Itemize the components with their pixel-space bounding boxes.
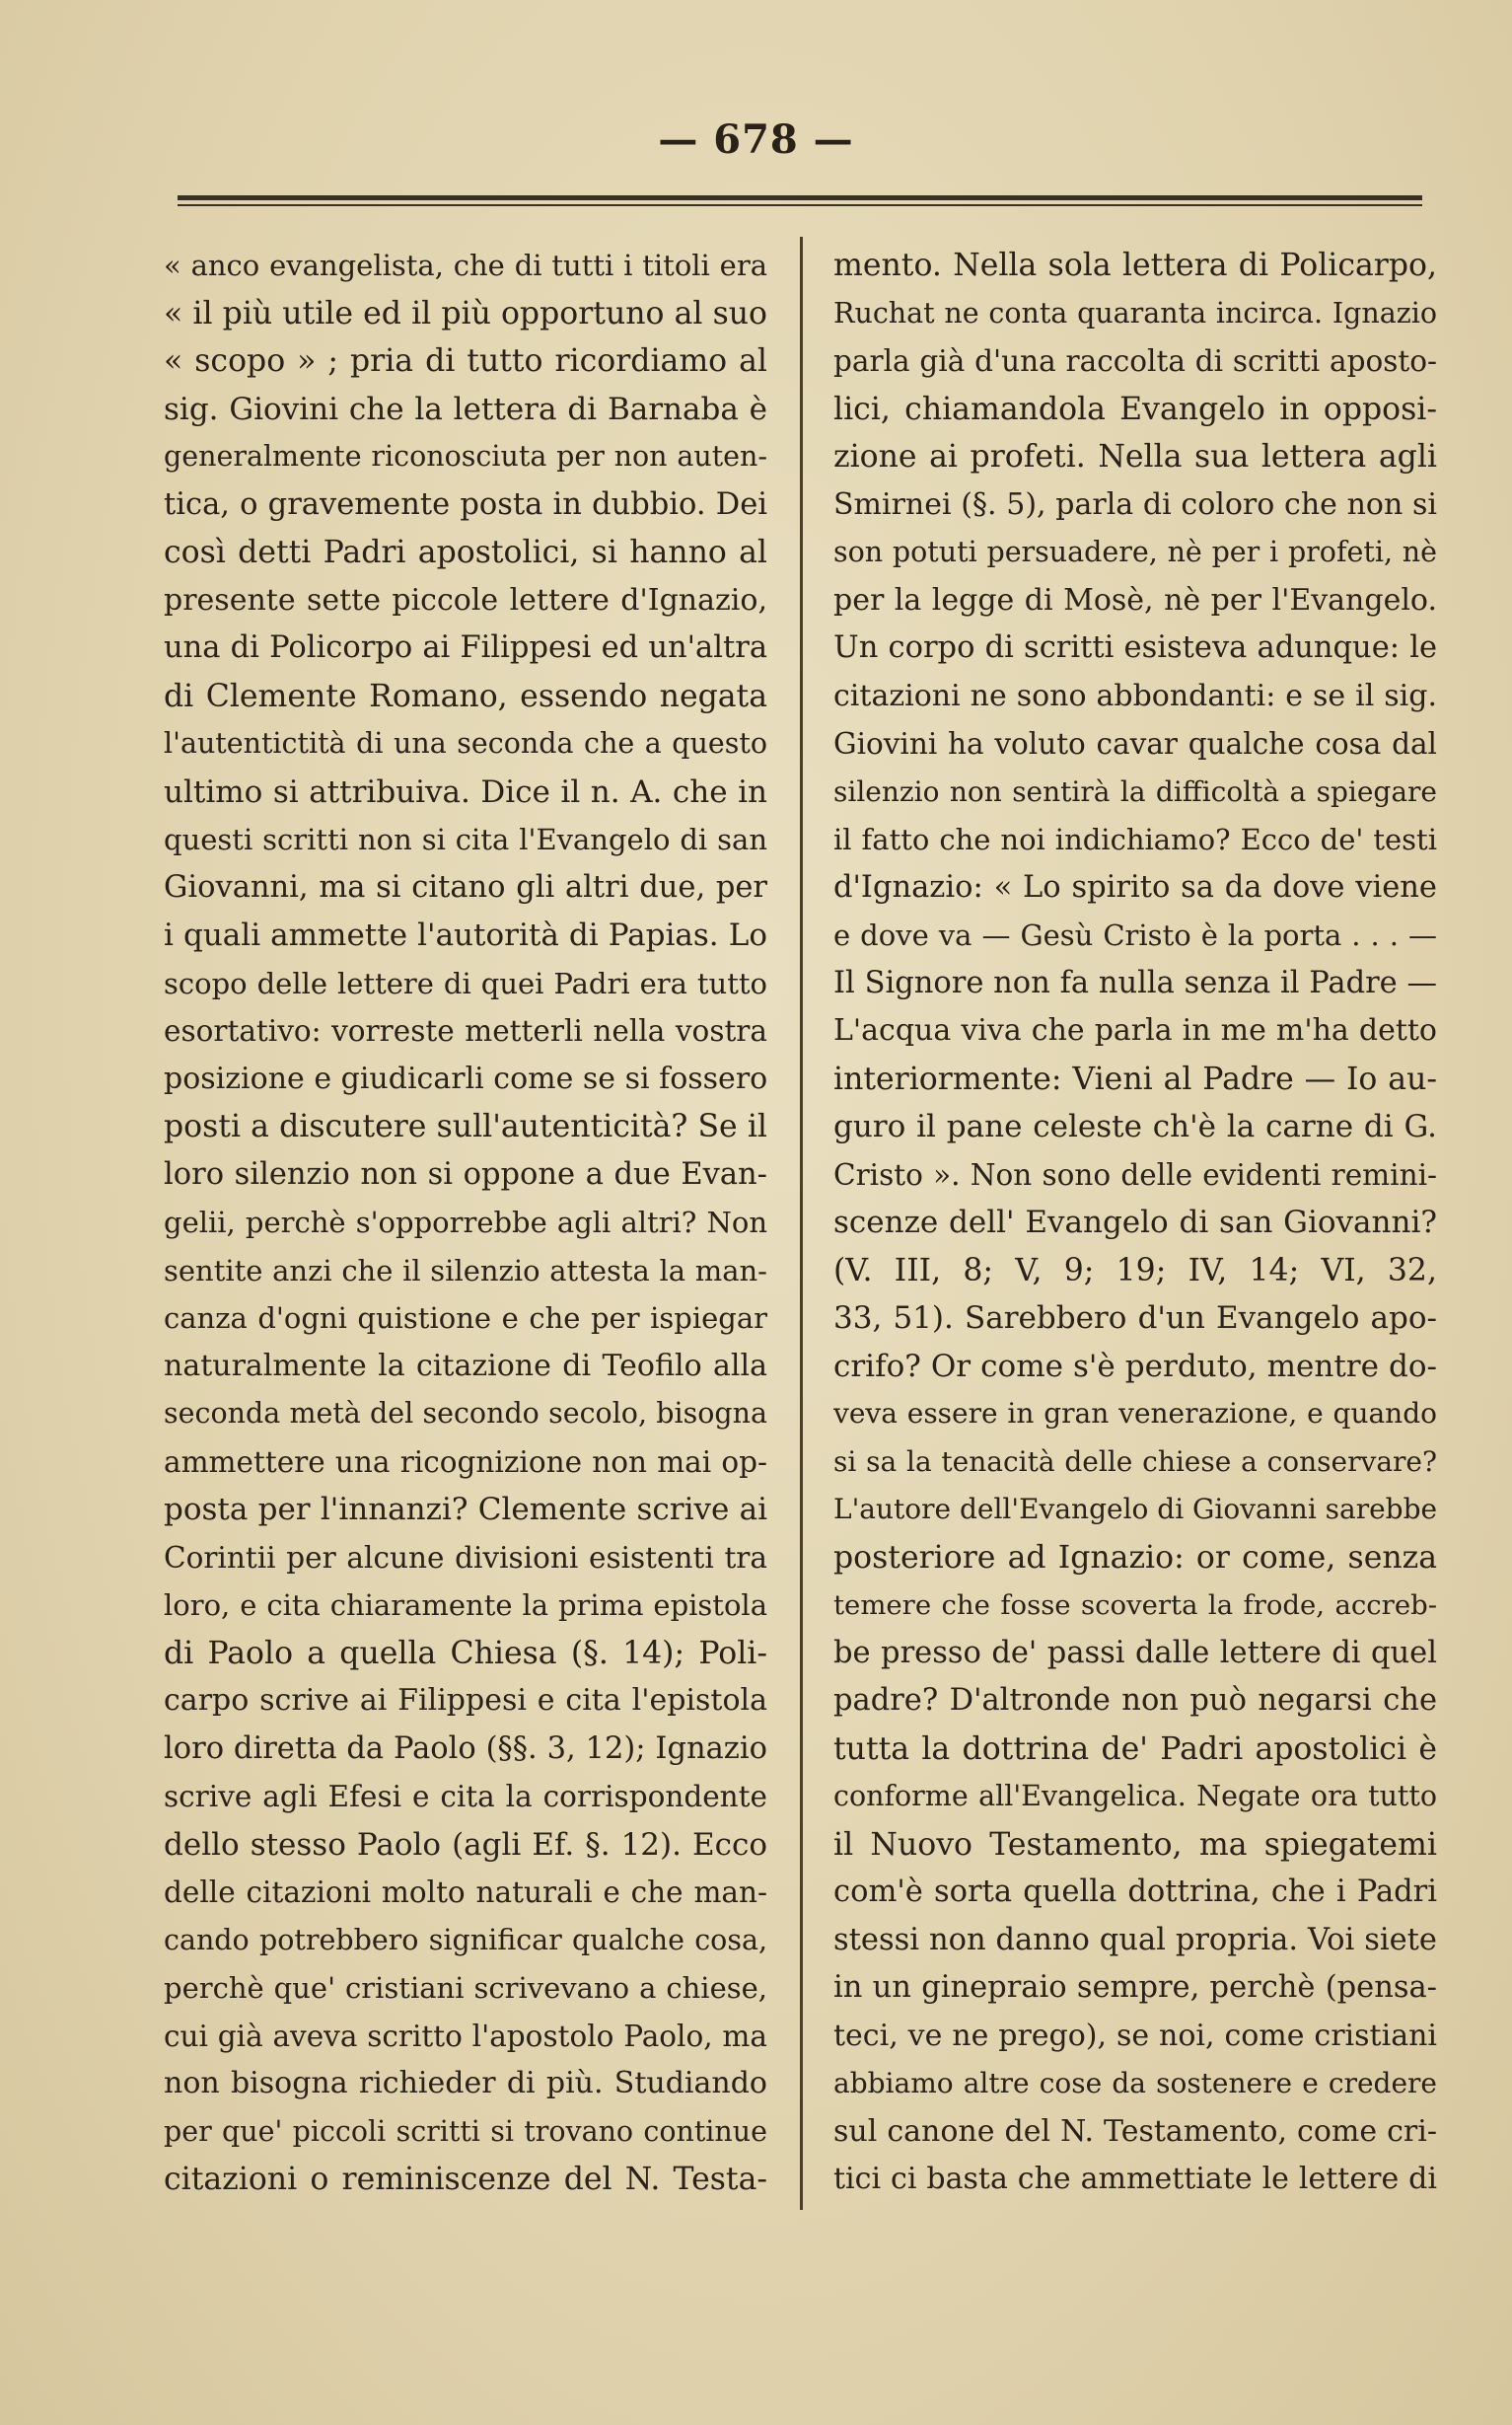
text-line: (V. III, 8; V, 9; 19; IV, 14; VI, 32, bbox=[833, 1252, 1437, 1288]
text-line: seconda metà del secondo secolo, bisogna bbox=[164, 1397, 767, 1430]
text-line: « il più utile ed il più opportuno al suo bbox=[164, 295, 767, 331]
text-line: crifo? Or come s'è perduto, mentre do- bbox=[833, 1348, 1437, 1384]
text-line: questi scritti non si cita l'Evangelo di san bbox=[164, 823, 767, 856]
text-line: abbiamo altre cose da sostenere e credere bbox=[833, 2067, 1437, 2099]
text-line: cando potrebbero significar qualche cosa, bbox=[164, 1923, 767, 1956]
text-line: il Nuovo Testamento, ma spiegatemi bbox=[833, 1826, 1437, 1863]
text-line: sentite anzi che il silenzio attesta la man- bbox=[164, 1253, 767, 1287]
text-line: 33, 51). Sarebbero d'un Evangelo apo- bbox=[833, 1300, 1437, 1336]
text-line: cui già aveva scritto l'apostolo Paolo, ma bbox=[164, 2019, 767, 2053]
text-line: e dove va — Gesù Cristo è la porta . . . — bbox=[833, 919, 1437, 952]
text-line: citazioni o reminiscenze del N. Testa- bbox=[164, 2162, 767, 2197]
text-line: ultimo si attribuiva. Dice il n. A. che in bbox=[164, 773, 767, 810]
text-line: Un corpo di scritti esisteva adunque: le bbox=[833, 630, 1437, 665]
text-line: loro silenzio non si oppone a due Evan- bbox=[164, 1156, 767, 1192]
text-line: di Clemente Romano, essendo negata bbox=[164, 678, 767, 714]
text-line: « anco evangelista, che di tutti i titoli era bbox=[164, 249, 767, 282]
text-line: son potuti persuadere, nè per i profeti, nè bbox=[833, 536, 1437, 568]
text-line: perchè que' cristiani scrivevano a chiese, bbox=[164, 1971, 767, 2005]
text-line: L'acqua viva che parla in me m'ha detto bbox=[833, 1013, 1437, 1048]
text-line: in un ginepraio sempre, perchè (pensa- bbox=[833, 1970, 1437, 2005]
text-line: per la legge di Mosè, nè per l'Evangelo. bbox=[833, 582, 1437, 618]
text-line: Corintii per alcune divisioni esistenti tra bbox=[164, 1540, 767, 1575]
text-line: Giovanni, ma si citano gli altri due, per bbox=[164, 869, 767, 905]
text-line: loro, e cita chiaramente la prima epistola bbox=[164, 1588, 767, 1622]
text-line: i quali ammette l'autorità di Papias. Lo bbox=[164, 918, 767, 953]
header-rule bbox=[178, 195, 1422, 200]
text-line: Il Signore non fa nulla senza il Padre — bbox=[833, 965, 1437, 1000]
text-line: zione ai profeti. Nella sua lettera agli bbox=[833, 439, 1437, 475]
text-line: loro diretta da Paolo (§§. 3, 12); Ignazio bbox=[164, 1730, 767, 1766]
text-line: così detti Padri apostolici, si hanno al bbox=[164, 535, 767, 570]
text-line: silenzio non sentirà la difficoltà a spiegare bbox=[833, 774, 1437, 808]
text-line: esortativo: vorreste metterli nella vostra bbox=[164, 1014, 767, 1048]
text-line: temere che fosse scoverta la frode, accreb- bbox=[833, 1589, 1437, 1621]
text-line: « scopo » ; pria di tutto ricordiamo al bbox=[164, 343, 767, 379]
text-line: per que' piccoli scritti si trovano continue bbox=[164, 2114, 767, 2148]
text-line: ammettere una ricognizione non mai op- bbox=[164, 1444, 767, 1479]
text-line: interiormente: Vieni al Padre — Io au- bbox=[833, 1061, 1437, 1097]
text-line: L'autore dell'Evangelo di Giovanni sarebbe bbox=[833, 1493, 1437, 1525]
text-line: stessi non danno qual propria. Voi siete bbox=[833, 1922, 1437, 1957]
text-line: delle citazioni molto naturali e che man- bbox=[164, 1875, 767, 1909]
text-line: non bisogna richieder di più. Studiando bbox=[164, 2066, 767, 2100]
column-divider bbox=[800, 237, 803, 2210]
header-rule-thin bbox=[178, 204, 1422, 206]
text-line: presente sette piccole lettere d'Ignazio, bbox=[164, 582, 767, 618]
text-line: scenze dell' Evangelo di san Giovanni? bbox=[833, 1205, 1437, 1240]
text-line: carpo scrive ai Filippesi e cita l'epistola bbox=[164, 1683, 767, 1718]
text-line: posti a discutere sull'autenticità? Se il bbox=[164, 1109, 767, 1144]
text-line: padre? D'altronde non può negarsi che bbox=[833, 1683, 1437, 1718]
text-line: be presso de' passi dalle lettere di quel bbox=[833, 1635, 1437, 1670]
text-line: generalmente riconosciuta per non auten- bbox=[164, 440, 767, 473]
text-line: posizione e giudicarli come se si fossero bbox=[164, 1061, 767, 1096]
text-line: scopo delle lettere di quei Padri era tutto bbox=[164, 966, 767, 1000]
text-line: tutta la dottrina de' Padri apostolici è bbox=[833, 1730, 1437, 1767]
text-line: Cristo ». Non sono delle evidenti remini- bbox=[833, 1157, 1437, 1192]
text-line: posta per l'innanzi? Clemente scrive ai bbox=[164, 1492, 767, 1527]
text-line: tici ci basta che ammettiate le lettere di bbox=[833, 2162, 1437, 2196]
text-line: tica, o gravemente posta in dubbio. Dei bbox=[164, 486, 767, 522]
left-column bbox=[164, 242, 767, 2204]
text-line: com'è sorta quella dottrina, che i Padri bbox=[833, 1874, 1437, 1909]
text-line: una di Policorpo ai Filippesi ed un'altra bbox=[164, 630, 767, 665]
text-line: scrive agli Efesi e cita la corrispondente bbox=[164, 1780, 767, 1813]
text-line: l'autentictità di una seconda che a questo bbox=[164, 727, 767, 760]
text-line: naturalmente la citazione di Teofilo alla bbox=[164, 1348, 767, 1383]
text-line: il fatto che noi indichiamo? Ecco de' testi bbox=[833, 823, 1437, 856]
text-line: guro il pane celeste ch'è la carne di G. bbox=[833, 1109, 1437, 1144]
text-line: si sa la tenacità delle chiese a conservare? bbox=[833, 1444, 1437, 1478]
text-line: posteriore ad Ignazio: or come, senza bbox=[833, 1539, 1437, 1576]
text-line: conforme all'Evangelica. Negate ora tutto bbox=[833, 1780, 1437, 1812]
text-line: Smirnei (§. 5), parla di coloro che non si bbox=[833, 486, 1437, 522]
text-line: dello stesso Paolo (agli Ef. §. 12). Ecco bbox=[164, 1826, 767, 1863]
text-line: parla già d'una raccolta di scritti aposto- bbox=[833, 344, 1437, 378]
text-line: teci, ve ne prego), se noi, come cristiani bbox=[833, 2018, 1437, 2053]
text-line: gelii, perchè s'opporrebbe agli altri? Non bbox=[164, 1206, 767, 1239]
text-line: mento. Nella sola lettera di Policarpo, bbox=[833, 248, 1437, 283]
page-number: — 678 — bbox=[658, 116, 854, 163]
text-line: canza d'ogni quistione e che per ispiegar bbox=[164, 1301, 767, 1335]
text-line: sig. Giovini che la lettera di Barnaba è bbox=[164, 391, 767, 427]
text-line: citazioni ne sono abbondanti: e se il sig. bbox=[833, 678, 1437, 713]
text-line: veva essere in gran venerazione, e quando bbox=[833, 1397, 1437, 1430]
text-line: Giovini ha voluto cavar qualche cosa dal bbox=[833, 727, 1437, 761]
text-line: lici, chiamandola Evangelo in opposi- bbox=[833, 391, 1437, 427]
text-line: Ruchat ne conta quaranta incirca. Ignazio bbox=[833, 296, 1437, 330]
text-line: sul canone del N. Testamento, come cri- bbox=[833, 2113, 1437, 2149]
text-line: d'Ignazio: « Lo spirito sa da dove viene bbox=[833, 869, 1437, 905]
right-column bbox=[833, 242, 1437, 2204]
text-line: di Paolo a quella Chiesa (§. 14); Poli- bbox=[164, 1635, 767, 1671]
